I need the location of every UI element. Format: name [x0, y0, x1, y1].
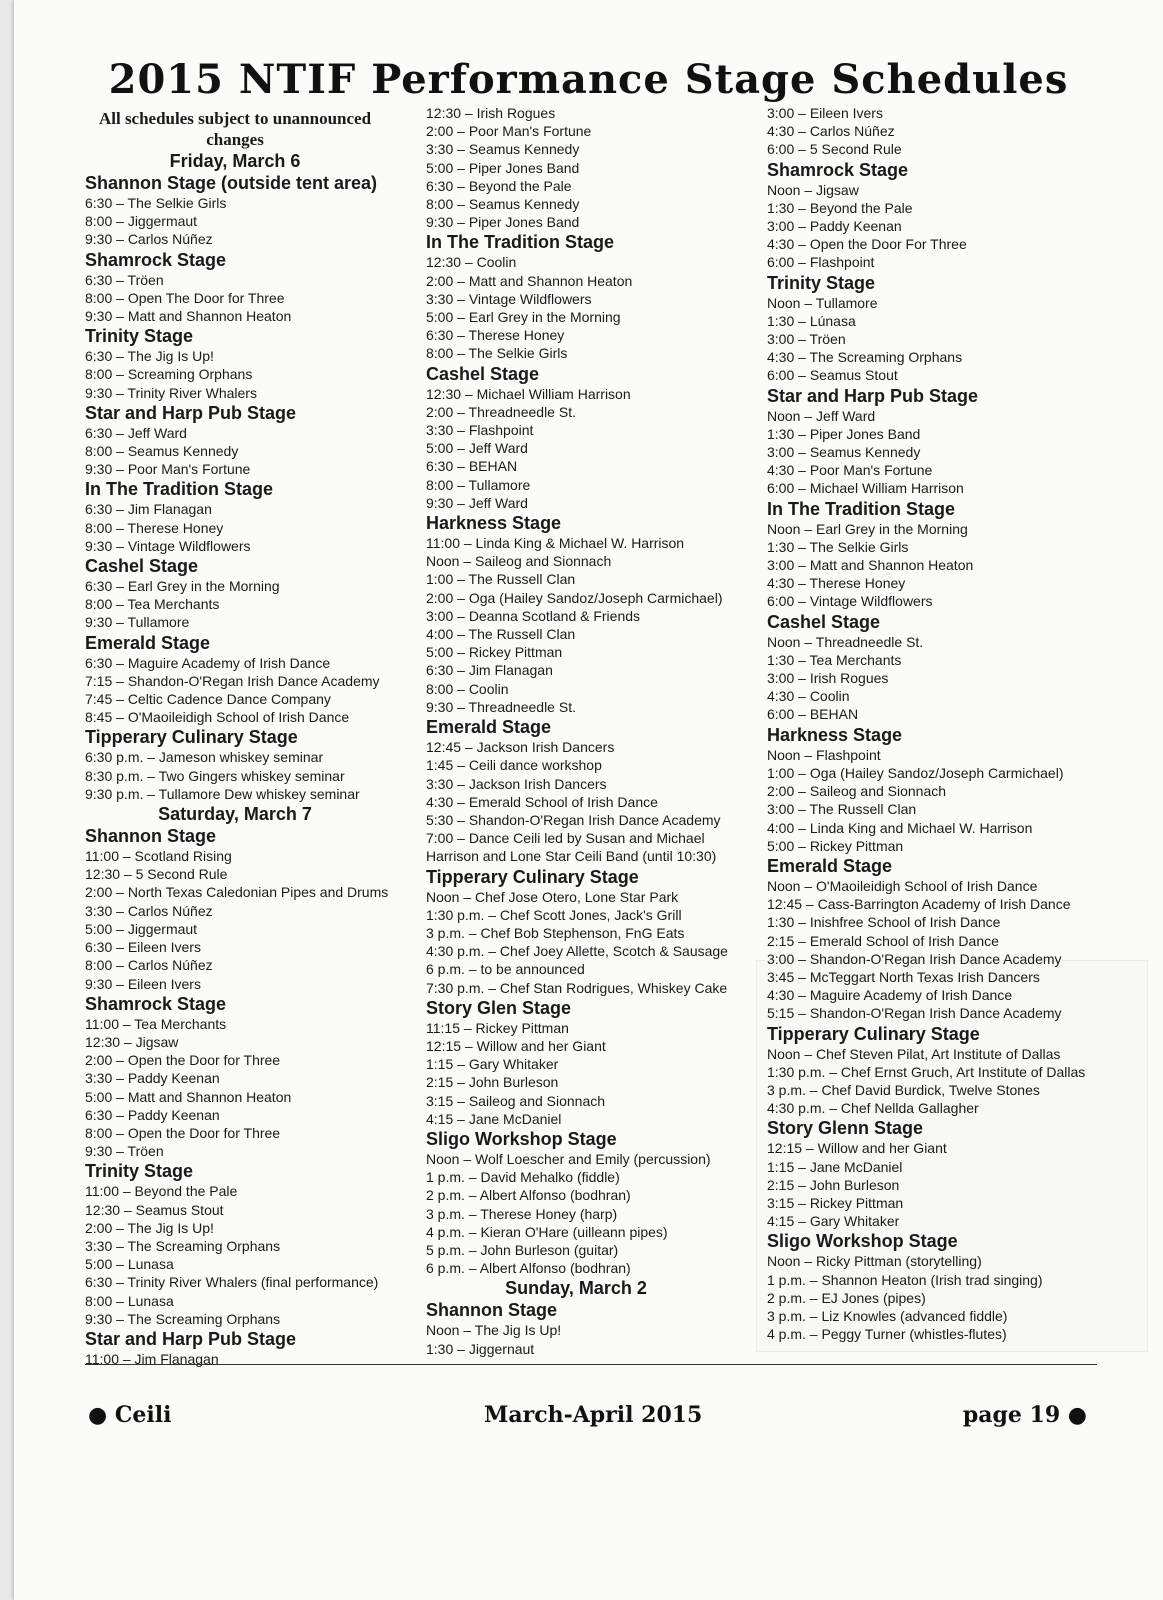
schedule-entry: 1:00 – The Russell Clan — [426, 571, 576, 588]
stage-heading: Sligo Workshop Stage — [426, 1128, 617, 1149]
schedule-entry: 7:00 – Dance Ceili led by Susan and Michael — [426, 830, 705, 847]
schedule-entry: 9:30 – Threadneedle St. — [426, 698, 576, 715]
stage-heading: Tipperary Culinary Stage — [767, 1023, 980, 1044]
stage-heading: Star and Harp Pub Stage — [85, 1328, 297, 1349]
schedule-entry: 5:00 – Rickey Pittman — [426, 644, 563, 661]
schedule-entry: 6:30 – Therese Honey — [426, 327, 565, 344]
schedule-entry: 8:00 – Carlos Núñez — [85, 957, 213, 974]
schedule-entry: 6 p.m. – to be announced — [426, 961, 585, 978]
schedule-entry: Harrison and Lone Star Ceili Band (until 10:30) — [426, 848, 717, 865]
schedule-entry: Noon – Flashpoint — [767, 746, 881, 763]
schedule-entry: 3:15 – Saileog and Sionnach — [426, 1092, 606, 1109]
stage-heading: Trinity Stage — [85, 326, 194, 347]
stage-heading: Sligo Workshop Stage — [767, 1231, 958, 1252]
stage-heading: Cashel Stage — [85, 556, 199, 577]
stage-heading: Tipperary Culinary Stage — [85, 727, 298, 748]
schedule-entry: 3:30 – Flashpoint — [426, 422, 534, 439]
schedule-entry: 1:30 – Inishfree School of Irish Dance — [767, 914, 1001, 931]
day-heading: Friday, March 6 — [169, 151, 301, 171]
column-2-entries — [426, 104, 766, 1358]
schedule-entry: 3 p.m. – Liz Knowles (advanced fiddle) — [767, 1307, 1008, 1324]
schedule-entry: 5:00 – Matt and Shannon Heaton — [85, 1088, 292, 1105]
schedule-entry: 8:00 – The Selkie Girls — [426, 345, 568, 362]
schedule-entry: 4:30 – Emerald School of Irish Dance — [426, 793, 658, 810]
schedule-entry: 5:30 – Shandon-O'Regan Irish Dance Academy — [426, 811, 721, 828]
schedule-entry: Noon – Jeff Ward — [767, 407, 876, 424]
schedule-entry: 8:00 – Tullamore — [426, 476, 531, 493]
schedule-entry: 6:30 – Paddy Keenan — [85, 1106, 220, 1123]
schedule-entry: 4:15 – Jane McDaniel — [426, 1110, 562, 1127]
schedule-entry: 4 p.m. – Peggy Turner (whistles-flutes) — [767, 1326, 1007, 1343]
schedule-entry: 3:45 – McTeggart North Texas Irish Dancers — [767, 968, 1040, 985]
footer-issue-date: March-April 2015 — [484, 1402, 703, 1428]
schedule-entry: 5:00 – Earl Grey in the Morning — [426, 309, 621, 326]
schedule-entry: 9:30 p.m. – Tullamore Dew whiskey seminar — [85, 785, 360, 802]
stage-heading: Star and Harp Pub Stage — [85, 402, 297, 423]
schedule-entry: 2:15 – John Burleson — [767, 1176, 900, 1193]
schedule-entry: 12:45 – Cass-Barrington Academy of Irish Dance — [767, 896, 1071, 913]
stage-heading: Shannon Stage — [426, 1300, 558, 1321]
stage-heading: In The Tradition Stage — [85, 479, 274, 500]
schedule-entry: 9:30 – Vintage Wildflowers — [85, 537, 251, 554]
schedule-entry: 1:30 – The Selkie Girls — [767, 538, 909, 555]
schedule-entry: 7:30 p.m. – Chef Stan Rodrigues, Whiskey Cake — [426, 979, 728, 996]
schedule-entry: 3:30 – The Screaming Orphans — [85, 1237, 281, 1254]
stage-heading: Cashel Stage — [767, 611, 881, 632]
footer-page-label: page 19 — [962, 1402, 1061, 1428]
schedule-entry: 2:00 – Open the Door for Three — [85, 1052, 281, 1069]
schedule-entry: 2:00 – North Texas Caledonian Pipes and Drums — [85, 884, 389, 901]
schedule-entry: 6:00 – Flashpoint — [767, 254, 875, 271]
schedule-entry: 1 p.m. – Shannon Heaton (Irish trad singing) — [767, 1271, 1043, 1288]
stage-heading: Story Glen Stage — [426, 997, 572, 1018]
schedule-entry: 12:30 – Jigsaw — [85, 1033, 179, 1050]
schedule-entry: 3:30 – Carlos Núñez — [85, 902, 213, 919]
column-1-entries — [85, 150, 415, 1368]
schedule-entry: 3 p.m. – Therese Honey (harp) — [426, 1205, 618, 1222]
schedule-entry: 12:30 – Irish Rogues — [426, 105, 556, 121]
schedule-entry: 3:00 – Paddy Keenan — [767, 218, 902, 235]
schedule-entry: 8:00 – Open the Door for Three — [85, 1124, 281, 1141]
stage-heading: In The Tradition Stage — [426, 232, 615, 253]
schedule-entry: 8:00 – Lunasa — [85, 1292, 174, 1309]
stage-heading: Trinity Stage — [767, 272, 876, 293]
schedule-entry: 8:45 – O'Maoileidigh School of Irish Dance — [85, 709, 350, 726]
schedule-entry: 1:45 – Ceili dance workshop — [426, 757, 602, 774]
schedule-entry: 11:00 – Jim Flanagan — [85, 1350, 219, 1367]
schedule-entry: 12:15 – Willow and her Giant — [426, 1037, 606, 1054]
schedule-entry: 8:00 – Seamus Kennedy — [85, 443, 239, 460]
schedule-entry: 2:00 – Oga (Hailey Sandoz/Joseph Carmichael) — [426, 589, 723, 606]
schedule-entry: 9:30 – Trinity River Whalers — [85, 384, 257, 401]
schedule-entry: 9:30 – Tullamore — [85, 614, 190, 631]
schedule-entry: 5:00 – Piper Jones Band — [426, 159, 580, 176]
stage-heading: Harkness Stage — [426, 513, 562, 534]
stage-heading: Shamrock Stage — [767, 159, 909, 180]
schedule-entry: 3:00 – Shandon-O'Regan Irish Dance Academy — [767, 950, 1062, 967]
schedule-entry: 6:30 – Tröen — [85, 271, 164, 288]
schedule-entry: 12:30 – Seamus Stout — [85, 1201, 224, 1218]
schedule-entry: 9:30 – Eileen Ivers — [85, 975, 201, 992]
schedule-entry: 6:30 – Jim Flanagan — [426, 662, 553, 679]
schedule-entry: Noon – Ricky Pittman (storytelling) — [767, 1253, 982, 1270]
schedule-entry: Noon – O'Maoileidigh School of Irish Dance — [767, 877, 1038, 894]
footer-publication-name: Ceili — [114, 1402, 172, 1428]
schedule-entry: 4:30 – Coolin — [767, 688, 850, 705]
schedule-entry: 11:00 – Linda King & Michael W. Harrison — [426, 535, 685, 552]
schedule-entry: 3 p.m. – Chef Bob Stephenson, FnG Eats — [426, 924, 685, 941]
schedule-entry: 6:30 – Trinity River Whalers (final performance) — [85, 1274, 379, 1291]
stage-heading: Shannon Stage (outside tent area) — [85, 173, 378, 193]
schedule-entry: 6:00 – Michael William Harrison — [767, 480, 964, 497]
footer-bullet-left: ● — [88, 1402, 108, 1428]
schedule-entry: 1:30 – Tea Merchants — [767, 651, 902, 668]
schedule-entry: 4:30 – Carlos Núñez — [767, 123, 895, 140]
schedule-entry: 12:30 – 5 Second Rule — [85, 866, 228, 883]
schedule-column-1 — [85, 104, 415, 1368]
schedule-entry: 2:15 – Emerald School of Irish Dance — [767, 932, 999, 949]
schedule-entry: 8:30 p.m. – Two Gingers whiskey seminar — [85, 767, 345, 784]
schedule-entry: 12:30 – Michael William Harrison — [426, 385, 631, 402]
schedule-entry: 5 p.m. – John Burleson (guitar) — [426, 1241, 619, 1258]
schedule-entry: 12:45 – Jackson Irish Dancers — [426, 739, 615, 756]
schedule-entry: 11:00 – Scotland Rising — [85, 848, 232, 865]
schedule-entry: 9:30 – Poor Man's Fortune — [85, 461, 251, 478]
day-heading: Sunday, March 2 — [505, 1278, 647, 1299]
column-3-entries — [767, 104, 1117, 1343]
schedule-entry: 8:00 – Screaming Orphans — [85, 366, 253, 383]
schedule-entry: 4:30 – Therese Honey — [767, 575, 906, 592]
schedule-entry: 6 p.m. – Albert Alfonso (bodhran) — [426, 1260, 631, 1277]
schedule-entry: 3 p.m. – Chef David Burdick, Twelve Stones — [767, 1081, 1040, 1098]
schedule-entry: 6:00 – Seamus Stout — [767, 367, 898, 384]
stage-heading: Emerald Stage — [426, 717, 552, 738]
schedule-entry: 9:30 – Jeff Ward — [426, 494, 528, 511]
schedule-entry: 1:30 – Jiggernaut — [426, 1340, 535, 1357]
schedule-entry: 4:30 p.m. – Chef Nellda Gallagher — [767, 1100, 979, 1117]
schedule-entry: Noon – Chef Jose Otero, Lone Star Park — [426, 888, 679, 905]
schedule-entry: Noon – Earl Grey in the Morning — [767, 520, 968, 537]
schedule-entry: 4:30 p.m. – Chef Joey Allette, Scotch & Sausage — [426, 943, 728, 960]
day-heading: Saturday, March 7 — [158, 804, 312, 825]
schedule-entry: 2:00 – Matt and Shannon Heaton — [426, 272, 633, 289]
schedule-entry: 1:00 – Oga (Hailey Sandoz/Joseph Carmichael) — [767, 764, 1064, 781]
schedule-entry: 1:30 – Piper Jones Band — [767, 425, 921, 442]
schedule-entry: 4:30 – Open the Door For Three — [767, 236, 967, 253]
schedule-entry: 6:30 – Beyond the Pale — [426, 177, 572, 194]
schedule-entry: 1:15 – Gary Whitaker — [426, 1056, 559, 1073]
stage-heading: Harkness Stage — [767, 724, 903, 745]
schedule-entry: 11:00 – Tea Merchants — [85, 1015, 227, 1032]
schedule-entry: 6:00 – Vintage Wildflowers — [767, 593, 933, 610]
schedule-entry: 1:15 – Jane McDaniel — [767, 1158, 903, 1175]
schedule-entry: 9:30 – Carlos Núñez — [85, 231, 213, 248]
schedule-entry: 4:00 – The Russell Clan — [426, 626, 576, 643]
schedule-entry: 9:30 – The Screaming Orphans — [85, 1310, 281, 1327]
schedule-entry: 4:00 – Linda King and Michael W. Harrison — [767, 819, 1033, 836]
stage-heading: Shamrock Stage — [85, 249, 227, 270]
schedule-entry: 6:30 – Jim Flanagan — [85, 501, 212, 518]
schedule-entry: 7:15 – Shandon-O'Regan Irish Dance Academy — [85, 672, 380, 689]
schedule-entry: 3:30 – Seamus Kennedy — [426, 141, 580, 158]
schedule-entry: 3:30 – Jackson Irish Dancers — [426, 775, 607, 792]
schedule-entry: 5:15 – Shandon-O'Regan Irish Dance Academy — [767, 1005, 1062, 1022]
schedule-entry: 4 p.m. – Kieran O'Hare (uilleann pipes) — [426, 1223, 668, 1240]
footer-page-number — [963, 1402, 1087, 1428]
footer-divider — [85, 1364, 1097, 1365]
schedule-entry: 5:00 – Jiggermaut — [85, 920, 198, 937]
schedule-notice: All schedules subject to unannounced changes — [98, 109, 372, 149]
schedule-entry: 1:30 – Beyond the Pale — [767, 199, 913, 216]
stage-heading: Shamrock Stage — [85, 993, 227, 1014]
stage-heading: In The Tradition Stage — [767, 498, 956, 519]
schedule-entry: Noon – Threadneedle St. — [767, 633, 924, 650]
schedule-entry: 8:00 – Tea Merchants — [85, 596, 220, 613]
schedule-entry: 6:30 – Eileen Ivers — [85, 939, 201, 956]
schedule-entry: 2:00 – Threadneedle St. — [426, 403, 576, 420]
schedule-entry: 6:30 – Earl Grey in the Morning — [85, 578, 280, 595]
stage-heading: Story Glenn Stage — [767, 1118, 924, 1139]
schedule-entry: 3:00 – Seamus Kennedy — [767, 444, 921, 461]
schedule-entry: 2:00 – The Jig Is Up! — [85, 1219, 214, 1236]
schedule-entry: 3:00 – Irish Rogues — [767, 670, 889, 687]
schedule-entry: 1:30 p.m. – Chef Ernst Gruch, Art Institute of Dallas — [767, 1063, 1086, 1080]
schedule-entry: 8:00 – Coolin — [426, 680, 509, 697]
schedule-entry: 5:00 – Rickey Pittman — [767, 837, 904, 854]
schedule-entry: 4:30 – The Screaming Orphans — [767, 349, 963, 366]
schedule-entry: Noon – Chef Steven Pilat, Art Institute of Dallas — [767, 1045, 1061, 1062]
schedule-entry: Noon – Tullamore — [767, 294, 878, 311]
schedule-entry: 6:30 – The Selkie Girls — [85, 195, 227, 211]
schedule-entry: 6:30 – BEHAN — [426, 458, 518, 475]
schedule-entry: 2:00 – Saileog and Sionnach — [767, 783, 947, 800]
schedule-entry: 12:15 – Willow and her Giant — [767, 1140, 947, 1157]
schedule-entry: 11:15 – Rickey Pittman — [426, 1019, 569, 1036]
schedule-entry: 9:30 – Tröen — [85, 1143, 164, 1160]
schedule-entry: 3:15 – Rickey Pittman — [767, 1194, 904, 1211]
schedule-entry: 3:00 – The Russell Clan — [767, 801, 917, 818]
stage-heading: Star and Harp Pub Stage — [767, 385, 979, 406]
schedule-entry: 3:00 – Matt and Shannon Heaton — [767, 557, 974, 574]
schedule-entry: 9:30 – Matt and Shannon Heaton — [85, 308, 292, 325]
schedule-entry: 1:30 p.m. – Chef Scott Jones, Jack's Grill — [426, 906, 682, 923]
stage-heading: Tipperary Culinary Stage — [426, 866, 639, 887]
schedule-entry: 3:00 – Tröen — [767, 331, 846, 348]
schedule-entry: 3:00 – Deanna Scotland & Friends — [426, 607, 641, 624]
schedule-entry: 8:00 – Jiggermaut — [85, 213, 198, 230]
schedule-column-2 — [426, 104, 766, 1358]
schedule-entry: 6:30 – Maguire Academy of Irish Dance — [85, 654, 331, 671]
schedule-entry: 11:00 – Beyond the Pale — [85, 1183, 238, 1200]
magazine-page — [14, 0, 1163, 1600]
schedule-entry: 5:00 – Lunasa — [85, 1256, 174, 1273]
stage-heading: Cashel Stage — [426, 363, 540, 384]
schedule-entry: 9:30 – Piper Jones Band — [426, 214, 580, 231]
schedule-entry: 3:00 – Eileen Ivers — [767, 105, 883, 121]
schedule-entry: Noon – Jigsaw — [767, 181, 859, 198]
schedule-entry: 7:45 – Celtic Cadence Dance Company — [85, 691, 331, 708]
schedule-entry: Noon – Wolf Loescher and Emily (percussion) — [426, 1150, 711, 1167]
schedule-entry: 2 p.m. – Albert Alfonso (bodhran) — [426, 1187, 631, 1204]
schedule-entry: 4:15 – Gary Whitaker — [767, 1213, 900, 1230]
schedule-entry: 2 p.m. – EJ Jones (pipes) — [767, 1289, 926, 1306]
footer-publication — [88, 1402, 171, 1428]
footer-bullet-right: ● — [1067, 1402, 1087, 1428]
stage-heading: Trinity Stage — [85, 1161, 194, 1182]
schedule-entry: 3:30 – Vintage Wildflowers — [426, 290, 592, 307]
schedule-entry: 1 p.m. – David Mehalko (fiddle) — [426, 1169, 620, 1186]
stage-heading: Shannon Stage — [85, 826, 217, 847]
schedule-entry: 6:30 – The Jig Is Up! — [85, 348, 214, 365]
stage-heading: Emerald Stage — [767, 855, 893, 876]
schedule-entry: 4:30 – Maguire Academy of Irish Dance — [767, 987, 1013, 1004]
schedule-entry: 2:15 – John Burleson — [426, 1074, 559, 1091]
page-title: 2015 NTIF Performance Stage Schedules — [108, 56, 1069, 103]
schedule-entry: 6:30 p.m. – Jameson whiskey seminar — [85, 749, 324, 766]
schedule-entry: Noon – The Jig Is Up! — [426, 1322, 562, 1339]
schedule-entry: 6:00 – BEHAN — [767, 706, 859, 723]
schedule-entry: 3:30 – Paddy Keenan — [85, 1070, 220, 1087]
schedule-entry: 8:00 – Open The Door for Three — [85, 289, 285, 306]
schedule-entry: Noon – Saileog and Sionnach — [426, 553, 612, 570]
schedule-entry: 6:00 – 5 Second Rule — [767, 141, 902, 158]
schedule-entry: 2:00 – Poor Man's Fortune — [426, 123, 592, 140]
schedule-entry: 1:30 – Lúnasa — [767, 312, 856, 329]
schedule-entry: 5:00 – Jeff Ward — [426, 440, 528, 457]
schedule-entry: 8:00 – Seamus Kennedy — [426, 196, 580, 213]
stage-heading: Emerald Stage — [85, 632, 211, 653]
schedule-entry: 8:00 – Therese Honey — [85, 519, 224, 536]
schedule-entry: 6:30 – Jeff Ward — [85, 424, 187, 441]
schedule-entry: 12:30 – Coolin — [426, 254, 517, 271]
schedule-entry: 4:30 – Poor Man's Fortune — [767, 462, 933, 479]
schedule-column-3 — [767, 104, 1117, 1343]
